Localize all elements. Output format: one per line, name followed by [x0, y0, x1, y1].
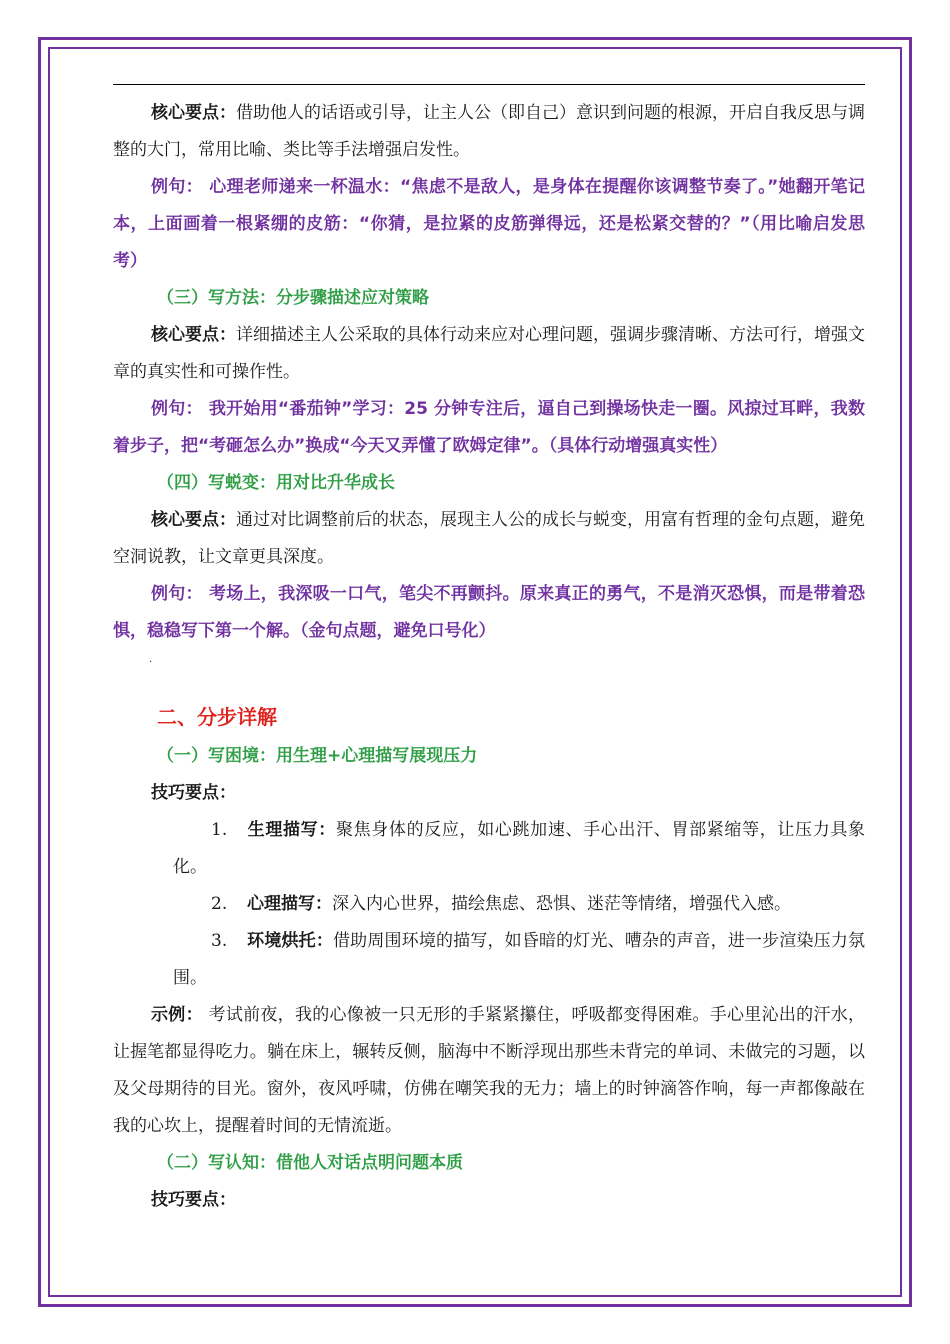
heading-predicament: （一）写困境：用生理+心理描写展现压力 — [157, 746, 478, 766]
list-number: 3. — [211, 931, 228, 951]
list-number: 2. — [211, 894, 228, 914]
stray-dot: . — [149, 654, 153, 665]
example-text: 考场上，我深吸一口气，笔尖不再颤抖。原来真正的勇气，不是消灭恐惧，而是带着恐惧，稳稳写下第一个解。（金句点题，避免口号化） — [113, 584, 865, 641]
document-body — [113, 84, 865, 1219]
example-label: 例句： — [151, 177, 204, 197]
core-point-text: 借助他人的话语或引导，让主人公（即自己）意识到问题的根源，开启自我反思与调整的大门，常用比喻、类比等手法增强启发性。 — [113, 103, 865, 160]
core-point-text: 详细描述主人公采取的具体行动来应对心理问题，强调步骤清晰、方法可行，增强文章的真实性和可操作性。 — [113, 325, 865, 382]
core-point-label: 核心要点： — [151, 510, 236, 530]
example-paragraph — [113, 169, 865, 280]
list-item — [113, 923, 865, 997]
list-item-text: 借助周围环境的描写，如昏暗的灯光、嘈杂的声音，进一步渲染压力氛围。 — [173, 931, 865, 988]
sample-label: 示例： — [151, 1005, 203, 1025]
example-text: 我开始用“番茄钟”学习：25 分钟专注后，逼自己到操场快走一圈。风掠过耳畔，我数着步子，把“考砸怎么办”换成“今天又弄懂了欧姆定律”。（具体行动增强真实性） — [113, 399, 866, 456]
core-point-text: 通过对比调整前后的状态，展现主人公的成长与蜕变，用富有哲理的金句点题，避免空洞说教，让文章更具深度。 — [113, 510, 865, 567]
sample-text: 考试前夜，我的心像被一只无形的手紧紧攥住，呼吸都变得困难。手心里沁出的汗水，让握笔都显得吃力。躺在床上，辗转反侧，脑海中不断浮现出那些未背完的单词、未做完的习题，以及父母期待的目光。窗外，夜风呼啸，仿佛在嘲笑我的无力；墙上的时钟滴答作响，每一声都像敲在我的心坎上，提醒着时间的无情流逝。 — [113, 1005, 866, 1136]
list-item-text: 聚焦身体的反应，如心跳加速、手心出汗、胃部紧缩等，让压力具象化。 — [173, 820, 866, 877]
example-label: 例句： — [151, 399, 203, 419]
list-item-label: 心理描写： — [247, 894, 332, 914]
heading-method: （三）写方法：分步骤描述应对策略 — [157, 288, 429, 308]
heading-transformation: （四）写蜕变：用对比升华成长 — [157, 473, 395, 493]
spacer — [113, 670, 865, 696]
skills-label: 技巧要点： — [151, 1190, 236, 1210]
example-text: 心理老师递来一杯温水：“焦虑不是敌人，是身体在提醒你该调整节奏了。”她翻开笔记本，上面画着一根紧绷的皮筋：“你猜，是拉紧的皮筋弹得远，还是松紧交替的？”（用比喻启发思考） — [113, 177, 866, 271]
header-rule — [113, 84, 865, 85]
list-item-label: 生理描写： — [247, 820, 336, 840]
core-point-label: 核心要点： — [151, 103, 236, 123]
skills-label: 技巧要点： — [151, 783, 236, 803]
core-point-paragraph — [113, 95, 865, 169]
list-item — [113, 812, 865, 886]
list-item-text: 深入内心世界，描绘焦虑、恐惧、迷茫等情绪，增强代入感。 — [332, 894, 791, 914]
list-item-label: 环境烘托： — [247, 931, 333, 951]
core-point-label: 核心要点： — [151, 325, 236, 345]
section-title: 二、分步详解 — [157, 705, 277, 729]
example-paragraph — [113, 576, 865, 650]
heading-cognition: （二）写认知：借他人对话点明问题本质 — [157, 1153, 463, 1173]
list-number: 1. — [211, 820, 228, 840]
list-item — [113, 886, 865, 923]
example-label: 例句： — [151, 584, 203, 604]
example-paragraph — [113, 391, 865, 465]
sample-paragraph — [113, 997, 865, 1145]
core-point-paragraph — [113, 502, 865, 576]
core-point-paragraph — [113, 317, 865, 391]
